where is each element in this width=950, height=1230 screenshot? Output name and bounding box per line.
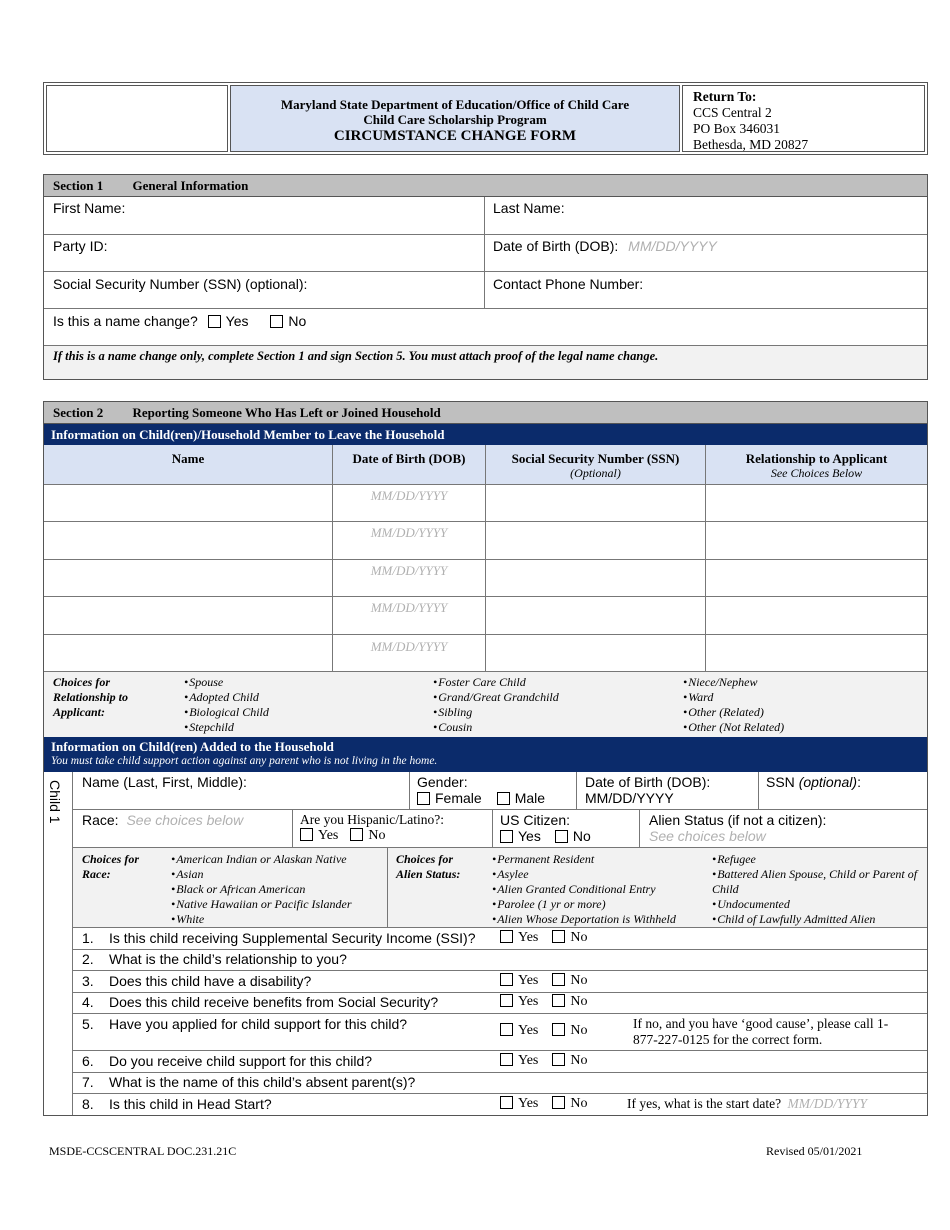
col-ssn — [486, 451, 705, 481]
q8-note: If yes, what is the start date? — [627, 1096, 782, 1111]
section-1-number: Section 1 — [53, 178, 104, 193]
child-race-row — [73, 810, 927, 848]
col-ssn-title: Social Security Number (SSN) — [511, 451, 680, 466]
question-text: Is this child receiving Supplemental Security Income (SSI)? — [109, 930, 476, 946]
return-address-cell — [682, 85, 925, 152]
child-name-field[interactable]: Name (Last, First, Middle): — [82, 774, 247, 790]
list-item: • White — [171, 912, 352, 927]
list-item: • Biological Child — [184, 705, 269, 720]
gender-field — [417, 774, 545, 806]
question-text: Does this child have a disability? — [109, 973, 312, 989]
alien-status-placeholder: See choices below — [649, 828, 766, 844]
footer-doc-id: MSDE-CCSCENTRAL DOC.231.21C — [49, 1144, 237, 1158]
yes-label: Yes — [318, 828, 339, 843]
list-item: • Niece/Nephew — [683, 675, 784, 690]
question-row — [73, 928, 927, 950]
list-item: • Refugee — [712, 852, 924, 867]
yes-label: Yes — [518, 1053, 539, 1068]
question-row — [73, 1073, 927, 1094]
question-row — [73, 1051, 927, 1073]
yes-label: Yes — [518, 930, 539, 945]
list-item: • Cousin — [433, 720, 559, 735]
ssn-field[interactable]: Social Security Number (SSN) (optional): — [53, 276, 308, 292]
no-label: No — [570, 973, 588, 988]
alien-choices-label: Choices for Alien Status: — [396, 852, 461, 881]
col-rel-title: Relationship to Applicant — [745, 451, 888, 466]
no-label: No — [570, 1096, 588, 1111]
question-number: 6. — [82, 1053, 94, 1069]
child-questions — [73, 928, 927, 1115]
yes-checkbox[interactable] — [500, 1096, 513, 1109]
dob-placeholder: MM/DD/YYYY — [628, 238, 717, 254]
dob-cell[interactable]: MM/DD/YYYY — [370, 600, 448, 615]
q5-yes-no — [500, 1023, 588, 1039]
program-name: Child Care Scholarship Program — [363, 112, 547, 127]
hispanic-field — [300, 812, 444, 844]
q3-yes-no — [500, 973, 588, 989]
question-text: Is this child in Head Start? — [109, 1096, 272, 1112]
last-name-field[interactable]: Last Name: — [493, 200, 565, 216]
name-change-label: Is this a name change? — [53, 313, 198, 329]
list-item: • Ward — [683, 690, 784, 705]
relationship-choices-label: Choices for Relationship to Applicant: — [53, 675, 129, 719]
no-label: No — [570, 1053, 588, 1068]
dob-cell[interactable]: MM/DD/YYYY — [370, 488, 448, 503]
no-checkbox[interactable] — [552, 973, 565, 986]
question-row — [73, 993, 927, 1014]
race-alien-choices — [73, 848, 927, 928]
q1-yes-no — [500, 930, 588, 946]
male-label: Male — [514, 790, 546, 806]
child-dob-field[interactable] — [585, 774, 710, 806]
yes-label: Yes — [518, 994, 539, 1009]
dob-label: Date of Birth (DOB): — [493, 238, 619, 254]
no-label: No — [570, 1023, 588, 1038]
question-row — [73, 971, 927, 993]
us-citizen-field — [500, 812, 591, 844]
list-item: • Child of Lawfully Admitted Alien — [712, 912, 924, 927]
name-row — [44, 197, 927, 235]
list-item: • Parolee (1 yr or more) — [492, 897, 676, 912]
no-checkbox[interactable] — [552, 1053, 565, 1066]
section-1-header — [44, 175, 927, 197]
q8-yes-no — [500, 1096, 588, 1112]
question-text: Do you receive child support for this child? — [109, 1053, 373, 1069]
list-item: • Sibling — [433, 705, 559, 720]
race-choices-list — [171, 852, 352, 927]
child-dob-value: MM/DD/YYYY — [585, 790, 674, 806]
return-address-line: CCS Central 2 — [693, 105, 772, 120]
yes-checkbox[interactable] — [500, 930, 513, 943]
col-relationship — [706, 451, 927, 481]
no-label: No — [572, 828, 591, 844]
question-text: What is the child’s relationship to you? — [109, 951, 347, 967]
race-field[interactable] — [82, 812, 243, 828]
col-dob: Date of Birth (DOB) — [352, 451, 466, 466]
child-ssn-optional: (optional) — [798, 774, 858, 790]
child-label-column — [44, 772, 73, 1115]
list-item: • Battered Alien Spouse, Child or Parent of Child — [712, 867, 924, 897]
list-item: • Spouse — [184, 675, 269, 690]
yes-label: Yes — [518, 973, 539, 988]
name-change-question — [53, 313, 306, 329]
party-id-field[interactable]: Party ID: — [53, 238, 108, 254]
dob-cell[interactable]: MM/DD/YYYY — [370, 639, 448, 654]
yes-label: Yes — [225, 313, 249, 329]
list-item: • Alien Whose Deportation is Withheld — [492, 912, 676, 927]
name-change-note: If this is a name change only, complete Section 1 and sign Section 5. You must attach proof of the legal name change. — [44, 346, 927, 379]
question-number: 1. — [82, 930, 94, 946]
q5-good-cause-note: If no, and you have ‘good cause’, please call 1-877-227-0125 for the correct form. — [633, 1016, 889, 1047]
section-2-number: Section 2 — [53, 405, 104, 420]
child-dob-label: Date of Birth (DOB): — [585, 774, 711, 790]
q8-date-placeholder: MM/DD/YYYY — [787, 1096, 867, 1111]
question-row — [73, 950, 927, 971]
name-change-yes-checkbox[interactable] — [208, 315, 221, 328]
citizen-no-checkbox[interactable] — [555, 830, 568, 843]
question-number: 7. — [82, 1074, 94, 1090]
q6-yes-no — [500, 1053, 588, 1069]
alien-choices-col1 — [492, 852, 676, 927]
question-text: Have you applied for child support for this child? — [109, 1016, 408, 1032]
return-address-line: PO Box 346031 — [693, 121, 781, 136]
name-change-row — [44, 309, 927, 346]
gender-label: Gender: — [417, 774, 468, 790]
list-item: • Alien Granted Conditional Entry — [492, 882, 676, 897]
dob-field[interactable] — [493, 238, 717, 254]
phone-field[interactable]: Contact Phone Number: — [493, 276, 644, 292]
race-placeholder: See choices below — [126, 812, 244, 828]
question-number: 3. — [82, 973, 94, 989]
relationship-choices-col3 — [683, 675, 784, 735]
leave-household-bar: Information on Child(ren)/Household Member to Leave the Household — [44, 424, 927, 445]
child-ssn-field[interactable]: SSN (optional): — [766, 774, 861, 790]
child-label: Child 1 — [47, 780, 63, 824]
no-label: No — [570, 930, 588, 945]
col-rel-sub: See Choices Below — [770, 466, 863, 480]
alien-status-label: Alien Status (if not a citizen): — [649, 812, 827, 828]
race-choices-label: Choices for Race: — [82, 852, 139, 881]
relationship-choices — [44, 672, 927, 737]
dob-cell[interactable]: MM/DD/YYYY — [370, 563, 448, 578]
section-1-title: General Information — [132, 178, 249, 193]
list-item: • American Indian or Alaskan Native — [171, 852, 352, 867]
no-checkbox[interactable] — [552, 1096, 565, 1109]
hispanic-yes-checkbox[interactable] — [300, 828, 313, 841]
ssn-phone-row — [44, 272, 927, 309]
hispanic-no-checkbox[interactable] — [350, 828, 363, 841]
child-ssn-label: SSN — [766, 774, 795, 790]
name-change-no-checkbox[interactable] — [270, 315, 283, 328]
yes-label: Yes — [518, 1023, 539, 1038]
leave-table-header — [44, 445, 927, 485]
col-name: Name — [171, 451, 205, 466]
section-1 — [43, 174, 928, 380]
yes-checkbox[interactable] — [500, 973, 513, 986]
question-number: 4. — [82, 994, 94, 1010]
male-checkbox[interactable] — [497, 792, 510, 805]
no-label: No — [570, 994, 588, 1009]
list-item: • Asian — [171, 867, 352, 882]
female-label: Female — [435, 790, 482, 806]
relationship-choices-col2 — [433, 675, 559, 735]
question-row — [73, 1014, 927, 1051]
no-checkbox[interactable] — [552, 930, 565, 943]
hispanic-label: Are you Hispanic/Latino?: — [300, 812, 444, 827]
q4-yes-no — [500, 994, 588, 1010]
section-2-header — [44, 402, 927, 424]
party-dob-row — [44, 235, 927, 272]
header-blank-cell — [46, 85, 228, 152]
footer-revised: Revised 05/01/2021 — [766, 1144, 863, 1158]
yes-checkbox[interactable] — [500, 1053, 513, 1066]
header-title-cell — [230, 85, 680, 152]
no-checkbox[interactable] — [552, 994, 565, 1007]
no-label: No — [368, 828, 386, 843]
added-household-bar — [44, 737, 927, 772]
form-title: CIRCUMSTANCE CHANGE FORM — [333, 128, 577, 144]
list-item: • Undocumented — [712, 897, 924, 912]
leave-table-body — [44, 485, 927, 672]
child-name-row — [73, 772, 927, 810]
list-item: • Grand/Great Grandchild — [433, 690, 559, 705]
yes-checkbox[interactable] — [500, 994, 513, 1007]
yes-label: Yes — [518, 828, 541, 844]
alien-status-field[interactable] — [649, 812, 826, 844]
list-item: • Other (Related) — [683, 705, 784, 720]
agency-name: Maryland State Department of Education/Office of Child Care — [280, 97, 630, 112]
question-number: 2. — [82, 951, 94, 967]
question-number: 5. — [82, 1016, 94, 1032]
list-item: • Other (Not Related) — [683, 720, 784, 735]
return-address-line: Bethesda, MD 20827 — [693, 137, 809, 152]
dob-cell[interactable]: MM/DD/YYYY — [370, 525, 448, 540]
question-row — [73, 1094, 927, 1115]
list-item: • Stepchild — [184, 720, 269, 735]
alien-choices-col2 — [712, 852, 924, 927]
yes-label: Yes — [518, 1096, 539, 1111]
question-number: 8. — [82, 1096, 94, 1112]
added-bar-subtitle: You must take child support action against any parent who is not living in the home. — [51, 755, 438, 767]
list-item: • Foster Care Child — [433, 675, 559, 690]
q8-start-date[interactable] — [627, 1096, 867, 1112]
yes-checkbox[interactable] — [500, 1023, 513, 1036]
section-2 — [43, 401, 928, 1116]
us-citizen-label: US Citizen: — [500, 812, 571, 828]
list-item: • Permanent Resident — [492, 852, 676, 867]
return-to-label: Return To: — [693, 89, 757, 104]
list-item: • Asylee — [492, 867, 676, 882]
race-label: Race: — [82, 812, 119, 828]
first-name-field[interactable]: First Name: — [53, 200, 126, 216]
citizen-yes-checkbox[interactable] — [500, 830, 513, 843]
no-label: No — [288, 313, 307, 329]
list-item: • Native Hawaiian or Pacific Islander — [171, 897, 352, 912]
female-checkbox[interactable] — [417, 792, 430, 805]
question-text: What is the name of this child’s absent parent(s)? — [109, 1074, 416, 1090]
col-ssn-sub: (Optional) — [570, 466, 621, 480]
section-2-title: Reporting Someone Who Has Left or Joined Household — [132, 405, 441, 420]
added-bar-title: Information on Child(ren) Added to the Household — [51, 739, 334, 754]
relationship-choices-col1 — [184, 675, 269, 735]
question-text: Does this child receive benefits from Social Security? — [109, 994, 439, 1010]
no-checkbox[interactable] — [552, 1023, 565, 1036]
list-item: • Adopted Child — [184, 690, 269, 705]
form-header — [43, 82, 928, 155]
list-item: • Black or African American — [171, 882, 352, 897]
